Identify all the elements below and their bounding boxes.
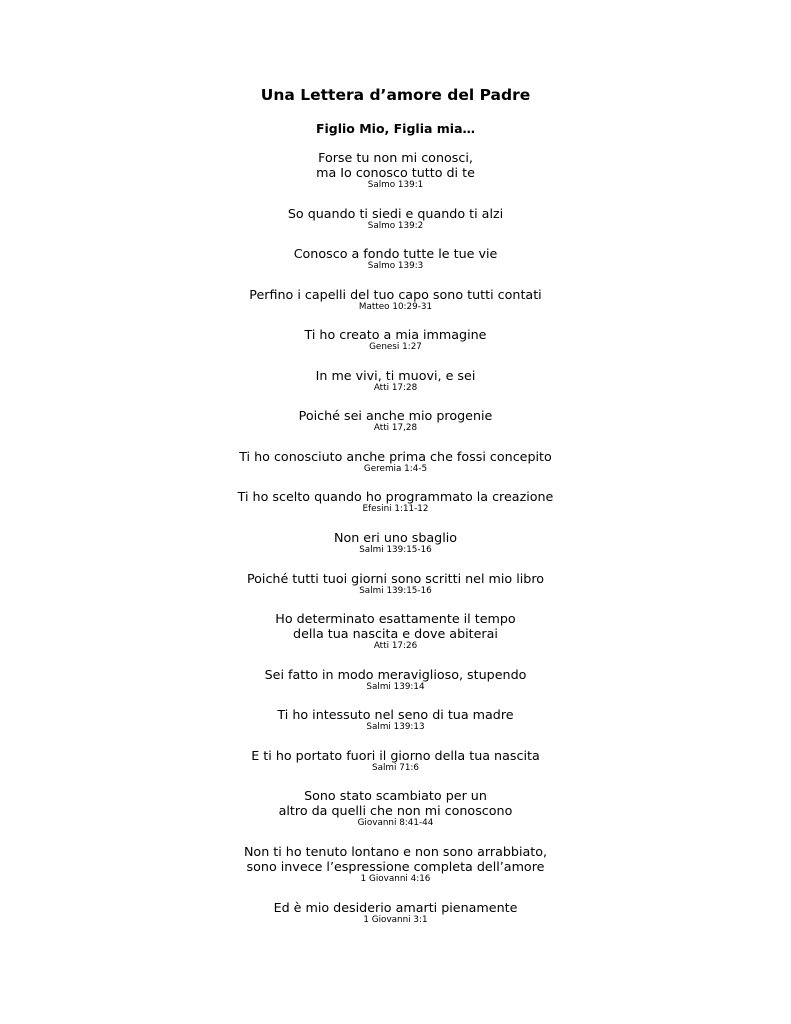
verse-line: Ti ho scelto quando ho programmato la creazione	[237, 489, 554, 504]
verse-line: Poiché sei anche mio progenie	[298, 408, 493, 423]
verse-line: Conosco a fondo tutte le tue vie	[293, 246, 498, 261]
verse-reference: 1 Giovanni 3:1	[363, 915, 428, 925]
verse-line: ma Io conosco tutto di te	[316, 165, 475, 180]
verse-block	[0, 489, 791, 515]
verse-line: Forse tu non mi conosci,	[318, 150, 473, 165]
verse-block	[0, 449, 791, 475]
verse-reference: Salmi 139:15-16	[359, 545, 432, 555]
verse-line: Sono stato scambiato per un	[304, 788, 487, 803]
verse-line: Non ti ho tenuto lontano e non sono arrabbiato,	[243, 844, 548, 859]
verse-line: Ti ho creato a mia immagine	[304, 327, 487, 342]
verse-block	[0, 246, 791, 272]
verse-block	[0, 206, 791, 232]
verse-line: sono invece l’espressione completa dell’amore	[246, 859, 545, 874]
verse-reference: Salmo 139:3	[367, 261, 424, 271]
verse-block	[0, 667, 791, 693]
verse-block	[0, 571, 791, 597]
verse-line: Ho determinato esattamente il tempo	[275, 611, 516, 626]
verse-block	[0, 150, 791, 191]
verse-line: della tua nascita e dove abiterai	[293, 626, 498, 641]
verse-block	[0, 788, 791, 829]
verse-line: So quando ti siedi e quando ti alzi	[287, 206, 504, 221]
verse-reference: Genesi 1:27	[369, 342, 422, 352]
verse-reference: 1 Giovanni 4:16	[360, 874, 431, 884]
verse-block	[0, 900, 791, 926]
page-title: Una Lettera d’amore del Padre	[260, 86, 531, 104]
verse-line: In me vivi, ti muovi, e sei	[315, 368, 476, 383]
verse-reference: Atti 17:26	[373, 641, 418, 651]
verse-reference: Efesini 1:11-12	[362, 504, 429, 514]
verse-block	[0, 844, 791, 885]
verse-reference: Geremia 1:4-5	[363, 464, 428, 474]
verse-block	[0, 327, 791, 353]
verse-block	[0, 707, 791, 733]
verse-line: Ti ho intessuto nel seno di tua madre	[277, 707, 514, 722]
verse-line: Non eri uno sbaglio	[333, 530, 458, 545]
verse-line: Perfino i capelli del tuo capo sono tutti contati	[249, 287, 542, 302]
verse-reference: Salmo 139:2	[367, 221, 424, 231]
verse-block	[0, 530, 791, 556]
verse-reference: Giovanni 8:41-44	[357, 818, 434, 828]
verse-line: Poiché tutti tuoi giorni sono scritti nel mio libro	[246, 571, 545, 586]
verse-reference: Salmi 139:13	[366, 722, 425, 732]
verse-reference: Atti 17,28	[373, 423, 418, 433]
verse-reference: Salmi 71:6	[372, 763, 419, 773]
verse-line: Ti ho conosciuto anche prima che fossi concepito	[239, 449, 552, 464]
verse-line: E ti ho portato fuori il giorno della tua nascita	[251, 748, 540, 763]
verse-reference: Salmi 139:14	[366, 682, 425, 692]
verse-reference: Salmi 139:15-16	[359, 586, 432, 596]
verse-block	[0, 408, 791, 434]
verse-line: Sei fatto in modo meraviglioso, stupendo	[264, 667, 527, 682]
verse-line: Ed è mio desiderio amarti pienamente	[273, 900, 518, 915]
verse-block	[0, 611, 791, 652]
page-subtitle: Figlio Mio, Figlia mia…	[315, 121, 476, 136]
verse-block	[0, 287, 791, 313]
verse-reference: Matteo 10:29-31	[358, 302, 433, 312]
verse-block	[0, 368, 791, 394]
verse-reference: Atti 17:28	[373, 383, 418, 393]
verse-block	[0, 748, 791, 774]
verse-line: altro da quelli che non mi conoscono	[278, 803, 513, 818]
verse-reference: Salmo 139:1	[367, 180, 424, 190]
